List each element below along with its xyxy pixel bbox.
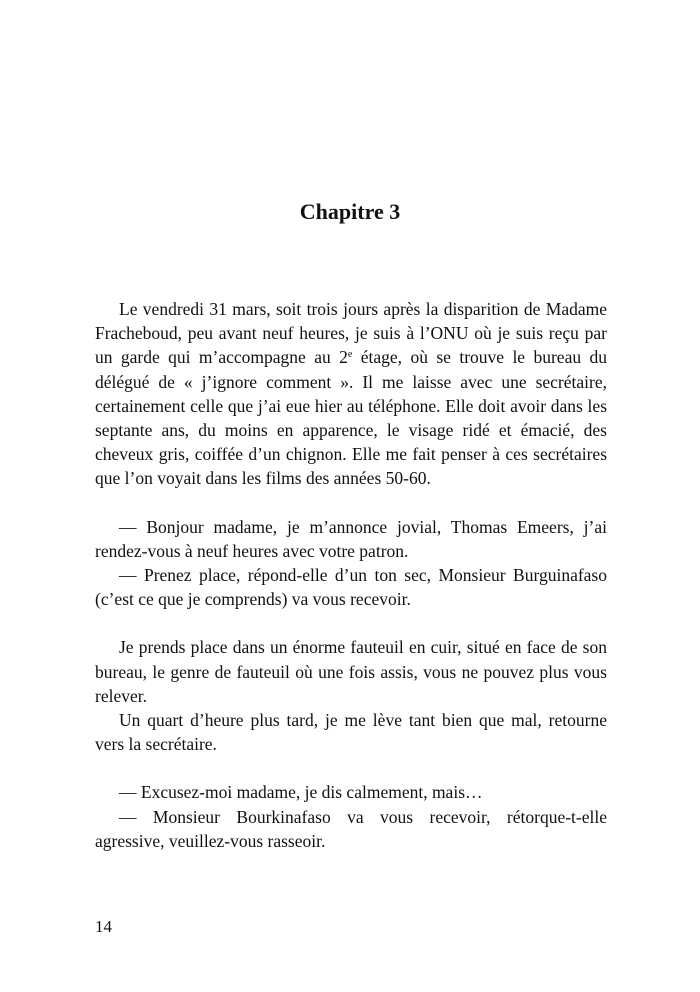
page-number: 14 [95, 917, 112, 936]
paragraph-opening [95, 297, 607, 491]
dialogue-line: — Bonjour madame, je m’annonce jovial, Thomas Emeers, j’ai rendez-vous à neuf heures avec votre patron. [95, 516, 607, 561]
paragraph: Je prends place dans un énorme fauteuil en cuir, situé en face de son bureau, le genre de fauteuil où une fois assis, vous ne pouvez plus vous relever. [95, 637, 607, 706]
chapter-body [95, 297, 607, 853]
dialogue-line: — Excusez-moi madame, je dis calmement, mais… [119, 782, 483, 803]
superscript-ordinal: e [347, 349, 353, 361]
chapter-title: Chapitre 3 [299, 199, 401, 224]
dialogue-line: — Monsieur Bourkinafaso va vous recevoir, rétorque-t-elle agressive, veuillez-vous rasseoir. [95, 806, 607, 851]
dialogue-line: — Prenez place, répond-elle d’un ton sec, Monsieur Burguinafaso (c’est ce que je comprends) va vous recevoir. [95, 565, 607, 610]
paragraph: Un quart d’heure plus tard, je me lève tant bien que mal, retourne vers la secrétaire. [95, 710, 607, 755]
paragraph-text: étage, où se trouve le bureau du délégué de « j’ignore comment ». Il me laisse avec une secrétaire, certainement celle que j’ai eue hier au téléphone. Elle doit avoir dans les septante ans, du moins en apparence, le visage ridé et émacié, des cheveux gris, coiffée d’un chignon. Elle me fait penser à ces secrétaires que l’on voyait dans les films des années 50-60. [95, 347, 607, 489]
paragraph-text: Le vendredi 31 mars, soit trois jours après la disparition de Madame Fracheboud, peu avant neuf heures, je suis à l’ONU où je suis reçu par un garde qui m’accompagne au 2 [95, 299, 607, 368]
